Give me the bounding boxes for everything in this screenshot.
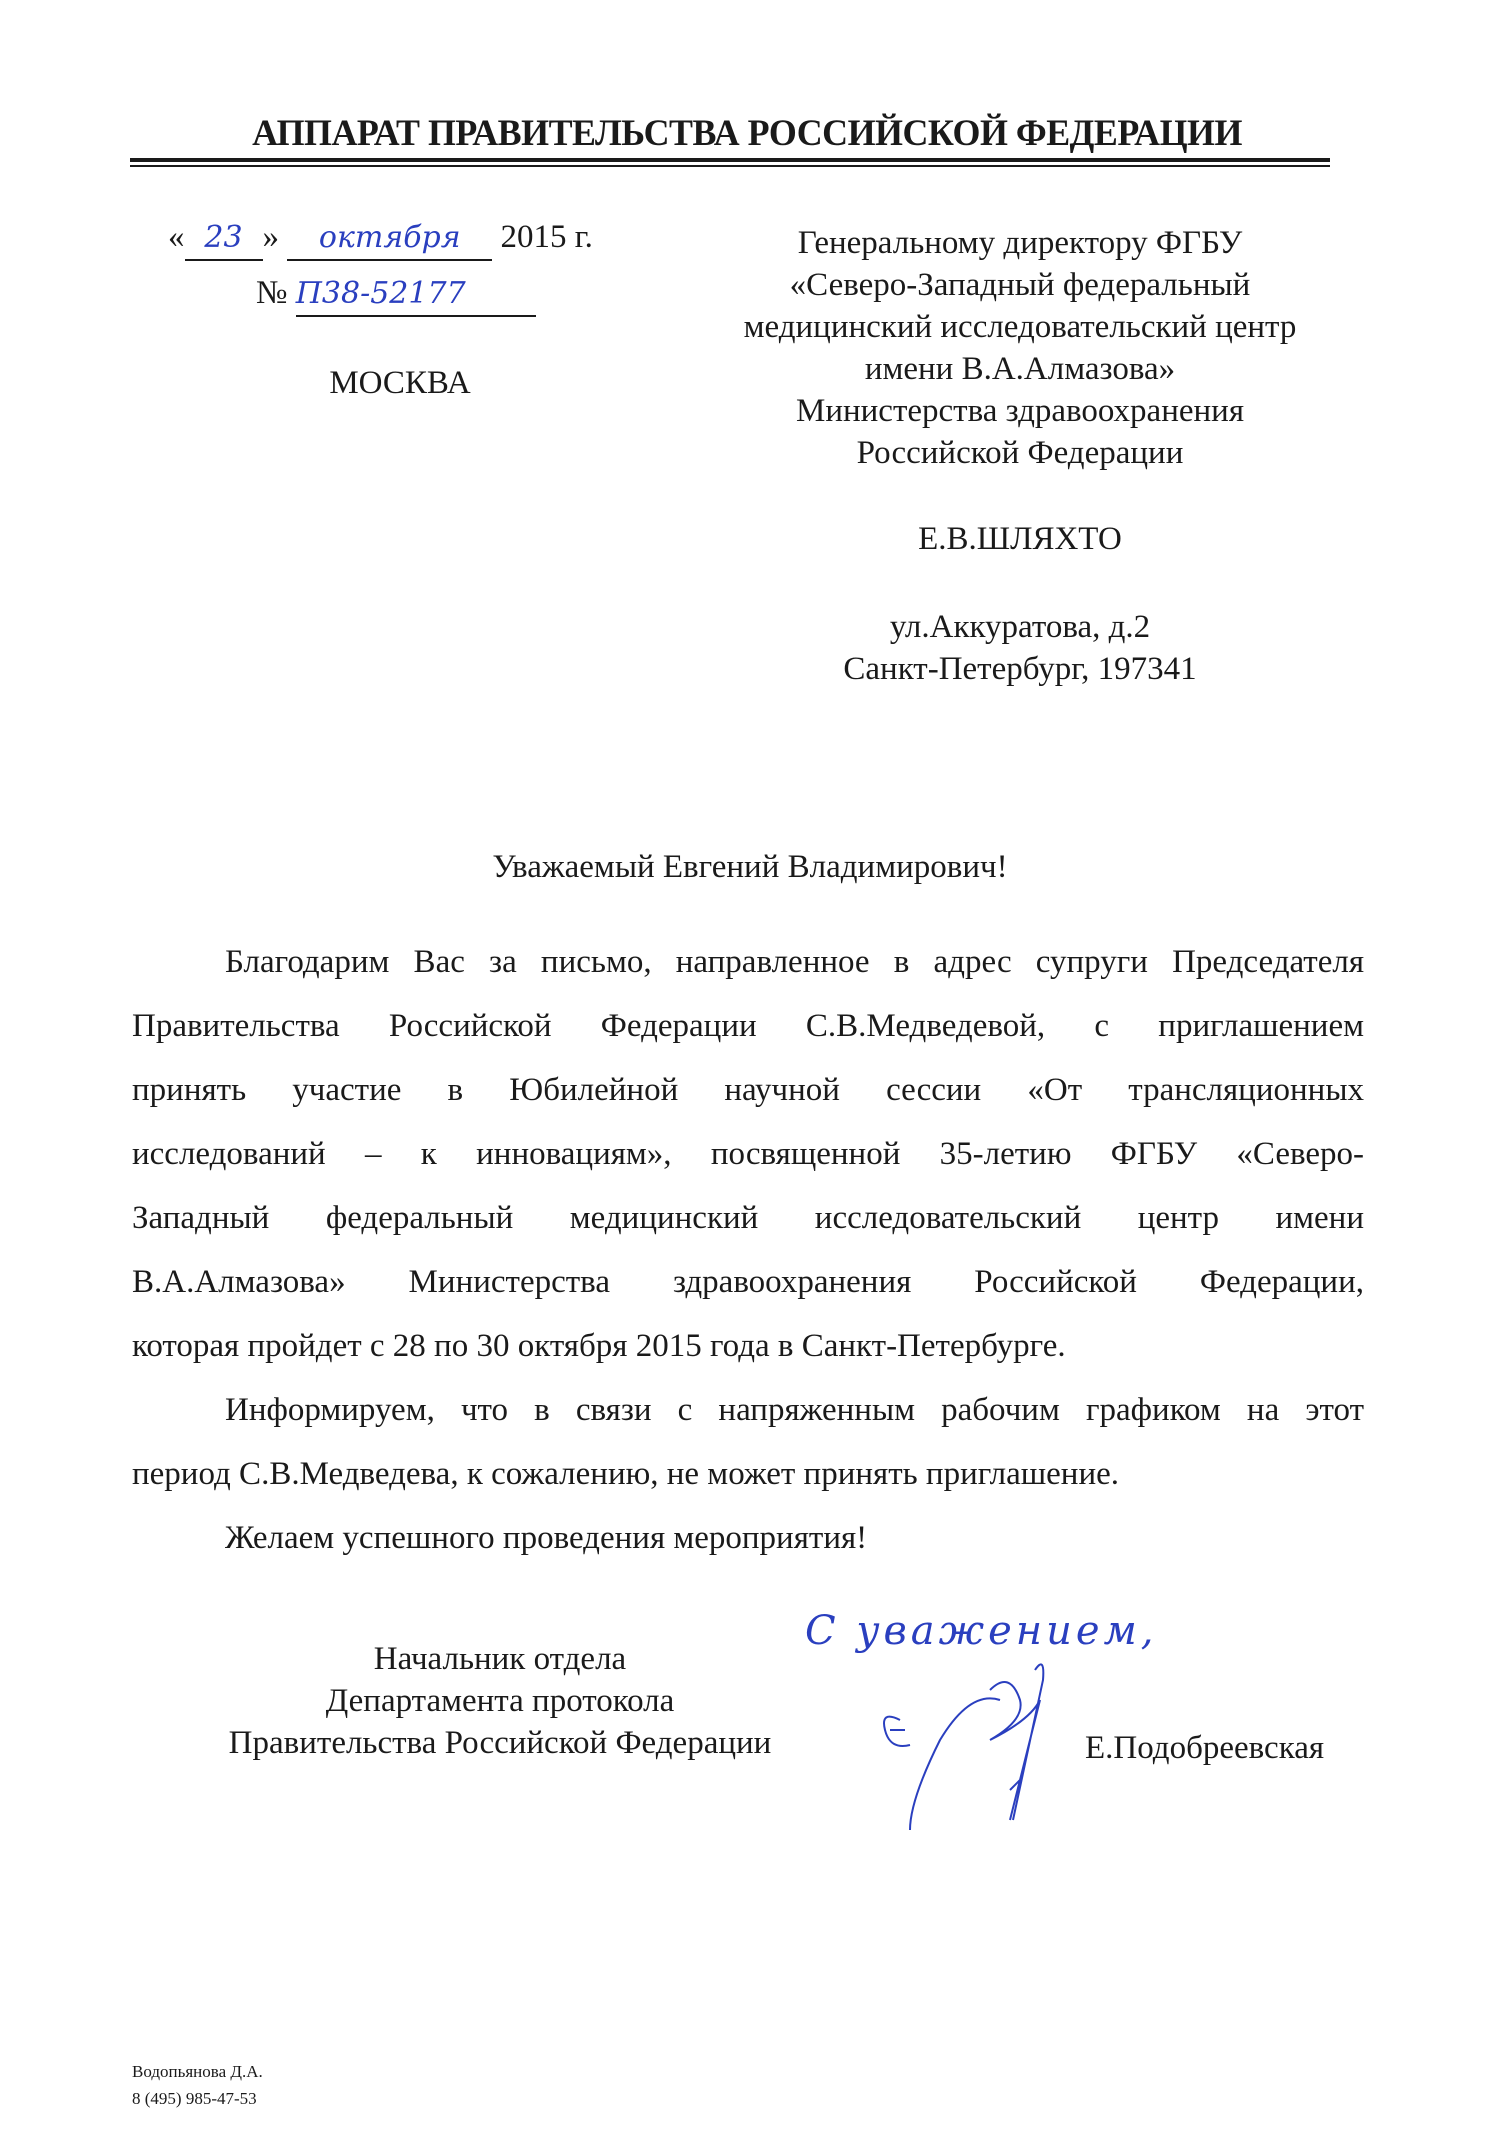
- date-line: [168, 216, 593, 261]
- position-line: Начальник отдела: [373, 1641, 627, 1677]
- body-line: которая пройдет с 28 по 30 октября 2015 года в Санкт-Петербурге.: [132, 1328, 1066, 1364]
- city: МОСКВА: [329, 365, 471, 401]
- number-value: П38-52177: [296, 273, 536, 317]
- body-line: исследований – к инновациям», посвященной 35-летию ФГБУ «Северо-: [132, 1136, 1364, 1172]
- recipient-line: «Северо-Западный федеральный: [789, 267, 1251, 303]
- greeting: Уважаемый Евгений Владимирович!: [492, 849, 1008, 885]
- position-line: Правительства Российской Федерации: [228, 1725, 772, 1761]
- letterhead-rule-thick: [130, 158, 1330, 162]
- body-line: Западный федеральный медицинский исследовательский центр имени: [132, 1200, 1364, 1236]
- body-line: принять участие в Юбилейной научной сессии «От трансляционных: [132, 1072, 1364, 1108]
- recipient-address-street: ул.Аккуратова, д.2: [889, 609, 1151, 645]
- body-line: Информируем, что в связи с напряженным рабочим графиком на этот: [225, 1392, 1364, 1428]
- handwritten-regards: С уважением,: [805, 1608, 1158, 1654]
- recipient-line: Российской Федерации: [856, 435, 1184, 471]
- letter-body: [132, 930, 1364, 1570]
- body-line: В.А.Алмазова» Министерства здравоохранения Российской Федерации,: [132, 1264, 1364, 1300]
- recipient-line: медицинский исследовательский центр: [743, 309, 1297, 345]
- quote-open: «: [168, 219, 185, 255]
- executor-phone: 8 (495) 985-47-53: [132, 2089, 257, 2108]
- body-line: период С.В.Медведева, к сожалению, не может принять приглашение.: [132, 1456, 1120, 1492]
- number-label: №: [256, 275, 288, 311]
- body-line: Правительства Российской Федерации С.В.Медведевой, с приглашением: [132, 1008, 1364, 1044]
- date-year: 2015 г.: [500, 219, 593, 255]
- recipient-name: Е.В.ШЛЯХТО: [918, 521, 1122, 557]
- number-line: [256, 272, 536, 317]
- signer-name: Е.Подобреевская: [1085, 1730, 1325, 1766]
- footer: [132, 2058, 263, 2112]
- position-line: Департамента протокола: [325, 1683, 675, 1719]
- signature-mark: [860, 1660, 1120, 1830]
- date-month: октября: [287, 217, 492, 261]
- executor-name: Водопьянова Д.А.: [132, 2062, 263, 2081]
- recipient-line: Генеральному директору ФГБУ: [797, 225, 1243, 261]
- body-line: Желаем успешного проведения мероприятия!: [225, 1520, 868, 1556]
- signer-position: [150, 1638, 850, 1764]
- recipient-line: Министерства здравоохранения: [795, 393, 1244, 429]
- body-line: Благодарим Вас за письмо, направленное в адрес супруги Председателя: [225, 944, 1364, 980]
- recipient-line: имени В.А.Алмазова»: [864, 351, 1176, 387]
- letterhead-title: АППАРАТ ПРАВИТЕЛЬСТВА РОССИЙСКОЙ ФЕДЕРАЦИИ: [252, 113, 1242, 154]
- recipient-block: [700, 222, 1340, 690]
- recipient-address-city: Санкт-Петербург, 197341: [843, 651, 1197, 687]
- letterhead-rule-thin: [130, 165, 1330, 167]
- date-day: 23: [185, 217, 263, 261]
- quote-close: »: [262, 219, 279, 255]
